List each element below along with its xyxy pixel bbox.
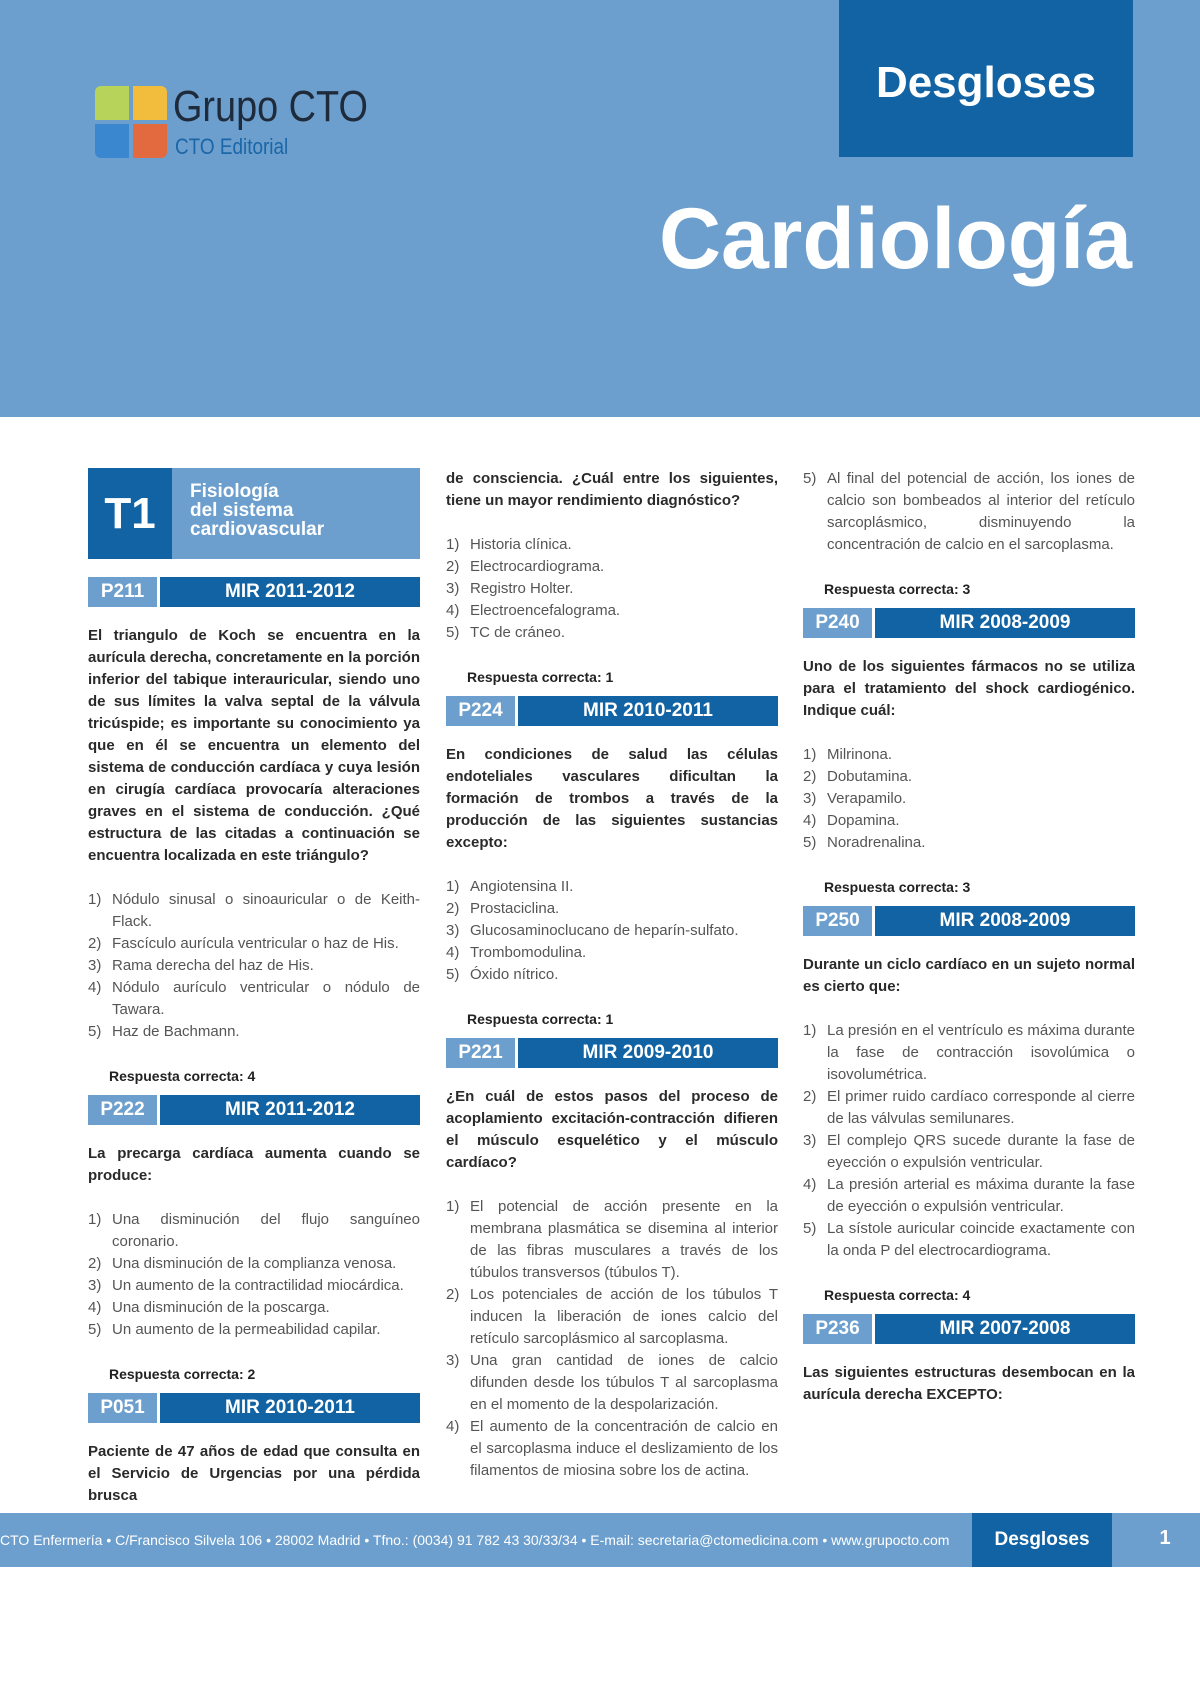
- option: 4) El aumento de la concentración de calcio en el sarcoplasma induce el deslizamiento de los filamentos de miosina sobre los de actina.: [446, 1418, 778, 1479]
- question-header-p224: [446, 696, 778, 726]
- section-tag-label: Desgloses: [875, 58, 1097, 107]
- question-header-p222: [88, 1095, 420, 1125]
- question-header-p211: [88, 577, 420, 607]
- column-2: [446, 468, 778, 1504]
- option: 1) Historia clínica.: [446, 536, 572, 553]
- question-exam: MIR 2011-2012: [225, 581, 355, 602]
- section-tag: [839, 0, 1133, 157]
- topic-label: Fisiología del sistema cardiovascular: [172, 468, 420, 559]
- options-p221: [446, 1196, 778, 1482]
- option: 1) Milrinona.: [803, 746, 893, 763]
- option: 4) Nódulo aurículo ventricular o nódulo de Tawara.: [88, 979, 420, 1018]
- question-exam: MIR 2011-2012: [225, 1099, 355, 1120]
- topic-number: T1: [88, 468, 172, 559]
- question-code: P224: [446, 696, 518, 726]
- logo-subtitle: CTO Editorial: [175, 134, 289, 159]
- answer-p250: Respuesta correcta: 4: [824, 1287, 971, 1303]
- option: 2) Una disminución de la complianza venosa.: [88, 1255, 397, 1272]
- column-3: [803, 468, 1135, 1428]
- page-header: [0, 0, 1200, 417]
- question-code: P051: [88, 1393, 160, 1423]
- answer-p051: Respuesta correcta: 1: [467, 669, 614, 685]
- option: 3) Glucosaminoclucano de heparín-sulfato.: [446, 922, 739, 939]
- option: 4) Dopamina.: [803, 812, 900, 829]
- option: 5) Haz de Bachmann.: [88, 1023, 240, 1040]
- logo-mark-icon: [95, 86, 167, 158]
- option: 5) La sístole auricular coincide exactamente con la onda P del electrocardiograma.: [803, 1220, 1135, 1259]
- option: 4) La presión arterial es máxima durante la fase de eyección o expulsión ventricular.: [803, 1176, 1135, 1215]
- option: 4) Electroencefalograma.: [446, 602, 621, 619]
- question-exam: MIR 2008-2009: [939, 910, 1071, 931]
- answer-p221: Respuesta correcta: 3: [824, 581, 971, 597]
- footer-tag: Desgloses: [972, 1513, 1112, 1567]
- options-p250: [803, 1020, 1135, 1262]
- options-p222: [88, 1209, 420, 1341]
- page-title: Cardiología: [658, 191, 1132, 287]
- option: 3) Registro Holter.: [446, 580, 574, 597]
- option: 2) Fascículo aurícula ventricular o haz de His.: [88, 935, 399, 952]
- page-number: 1: [1159, 1527, 1171, 1549]
- question-exam: MIR 2010-2011: [583, 700, 713, 721]
- question-text-p221: ¿En cuál de estos pasos del proceso de acoplamiento excitación-contracción difieren el músculo esquelético y el músculo cardíaco?: [446, 1088, 778, 1171]
- question-text-p211: El triangulo de Koch se encuentra en la aurícula derecha, concretamente en la porción inferior del tabique interauricular, siendo uno de sus límites la valva septal de la válvula tricúspide; es importante su conocimiento ya que en él se encuentra un elemento del sistema de conducción cardíaca y cuya lesión en cirugía cardíaca provocaría alteraciones graves en el sistema de conducción. ¿Qué estructura de las citadas a continuación se encuentra localizada en este triángulo?: [88, 627, 420, 864]
- option: 3) Rama derecha del haz de His.: [88, 957, 314, 974]
- question-code: P211: [88, 577, 160, 607]
- question-header-p240: [803, 608, 1135, 638]
- option: 2) El primer ruido cardíaco corresponde al cierre de las válvulas semilunares.: [803, 1088, 1135, 1127]
- option: 1) La presión en el ventrículo es máxima durante la fase de contracción isovolúmica o isovolumétrica.: [803, 1022, 1135, 1083]
- option: 2) Los potenciales de acción de los túbulos T inducen la liberación de iones calcio del retículo sarcoplásmico al sarcoplasma.: [446, 1286, 778, 1347]
- option: 5) Óxido nítrico.: [446, 966, 559, 983]
- question-code: P222: [88, 1095, 160, 1125]
- question-text-p236: Las siguientes estructuras desembocan en la aurícula derecha EXCEPTO:: [803, 1364, 1135, 1403]
- question-code: P250: [803, 906, 875, 936]
- question-text-p051: Paciente de 47 años de edad que consulta en el Servicio de Urgencias por una pérdida brusca: [88, 1443, 420, 1504]
- option: 1) El potencial de acción presente en la membrana plasmática se disemina al interior de las fibras musculares a través de los túbulos transversos (túbulos T).: [446, 1198, 778, 1281]
- question-text-p224: En condiciones de salud las células endoteliales vasculares dificultan la formación de trombos a través de la producción de las siguientes sustancias excepto:: [446, 746, 778, 851]
- question-text-p222: La precarga cardíaca aumenta cuando se produce:: [88, 1145, 420, 1184]
- question-text-p250: Durante un ciclo cardíaco en un sujeto normal es cierto que:: [803, 956, 1135, 995]
- question-text-p240: Uno de los siguientes fármacos no se utiliza para el tratamiento del shock cardiogénico. Indique cuál:: [803, 658, 1135, 719]
- grupo-cto-logo: [95, 82, 368, 166]
- logo-title: Grupo CTO: [173, 82, 368, 131]
- option: 2) Electrocardiograma.: [446, 558, 605, 575]
- question-header-p051: [88, 1393, 420, 1423]
- question-header-p250: [803, 906, 1135, 936]
- answer-p224: Respuesta correcta: 1: [467, 1011, 614, 1027]
- question-code: P221: [446, 1038, 518, 1068]
- answer-p222: Respuesta correcta: 2: [109, 1366, 256, 1382]
- page-footer: [0, 1513, 1200, 1567]
- option: 3) Un aumento de la contractilidad miocárdica.: [88, 1277, 404, 1294]
- question-text-p051-continued: de consciencia. ¿Cuál entre los siguientes, tiene un mayor rendimiento diagnóstico?: [446, 470, 778, 509]
- option: 1) Una disminución del flujo sanguíneo coronario.: [88, 1211, 420, 1250]
- question-exam: MIR 2007-2008: [939, 1318, 1071, 1339]
- option: 5) Un aumento de la permeabilidad capilar.: [88, 1321, 381, 1338]
- option: 1) Nódulo sinusal o sinoauricular o de Keith-Flack.: [88, 891, 420, 930]
- question-header-p236: [803, 1314, 1135, 1344]
- question-header-p221: [446, 1038, 778, 1068]
- option: 2) Dobutamina.: [803, 768, 913, 785]
- option: 1) Angiotensina II.: [446, 878, 574, 895]
- options-p221-continued: [803, 468, 1135, 556]
- option: 3) El complejo QRS sucede durante la fase de eyección o expulsión ventricular.: [803, 1132, 1135, 1171]
- answer-p211: Respuesta correcta: 4: [109, 1068, 256, 1084]
- option: 2) Prostaciclina.: [446, 900, 560, 917]
- topic-block: [88, 468, 420, 559]
- options-p240: [803, 744, 1135, 854]
- option: 4) Una disminución de la poscarga.: [88, 1299, 330, 1316]
- question-exam: MIR 2009-2010: [582, 1042, 714, 1063]
- question-exam: MIR 2010-2011: [225, 1397, 355, 1418]
- column-1: [88, 468, 420, 1529]
- options-p224: [446, 876, 778, 986]
- option: 3) Verapamilo.: [803, 790, 907, 807]
- option: 5) TC de cráneo.: [446, 624, 566, 641]
- question-code: P236: [803, 1314, 875, 1344]
- options-p211: [88, 889, 420, 1043]
- answer-p240: Respuesta correcta: 3: [824, 879, 971, 895]
- option: 5) Al final del potencial de acción, los iones de calcio son bombeados al interior del retículo sarcoplásmico, disminuyendo la concentración de calcio en el sarcoplasma.: [803, 470, 1135, 553]
- option: 4) Trombomodulina.: [446, 944, 587, 961]
- question-exam: MIR 2008-2009: [939, 612, 1071, 633]
- option: 5) Noradrenalina.: [803, 834, 926, 851]
- option: 3) Una gran cantidad de iones de calcio difunden desde los túbulos T al sarcoplasma en el momento de la despolarización.: [446, 1352, 778, 1413]
- question-code: P240: [803, 608, 875, 638]
- options-p051: [446, 534, 778, 644]
- footer-contact-info: CTO Enfermería • C/Francisco Silvela 106 • 28002 Madrid • Tfno.: (0034) 91 782 43 30/33/34 • E-mail: secretaria@ctomedicina.com • www.grupocto.com: [0, 1532, 950, 1548]
